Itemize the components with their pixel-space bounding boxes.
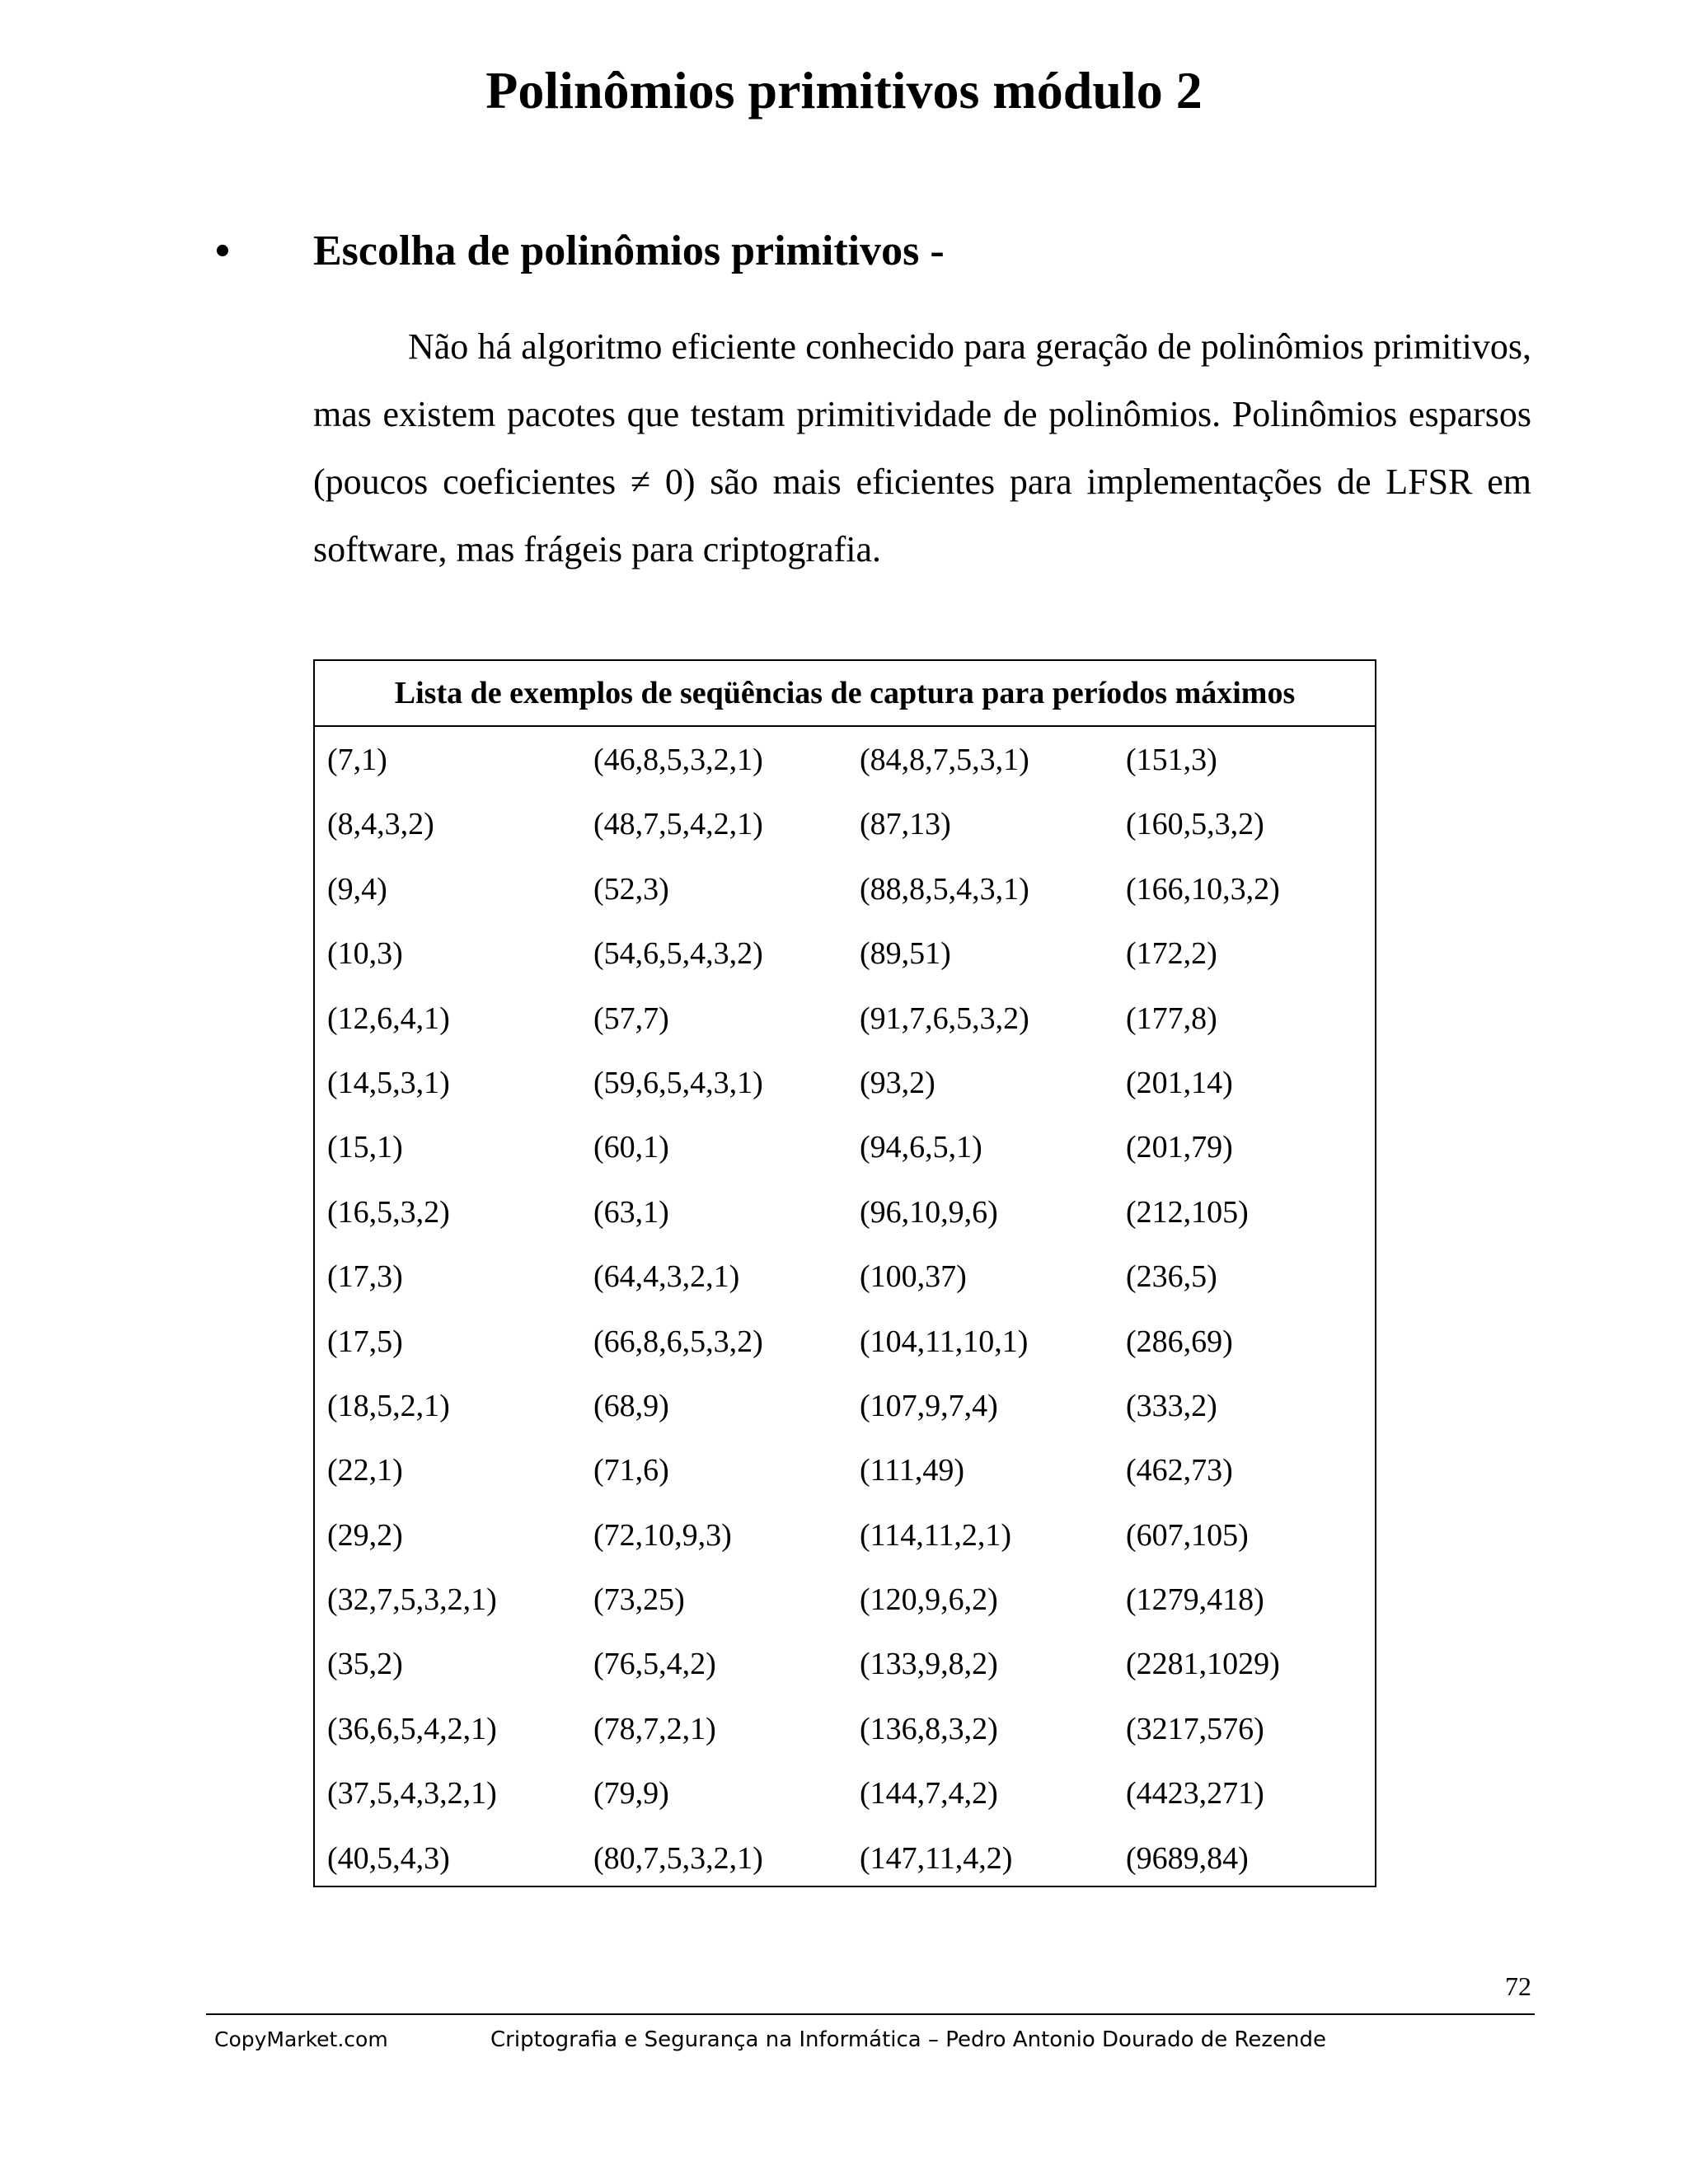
table-cell: (111,49) <box>860 1453 964 1488</box>
footer-book-title: Criptografia e Segurança na Informática – Pedro Antonio Dourado de Rezende <box>490 2027 1327 2052</box>
table-cell: (64,4,3,2,1) <box>593 1259 740 1295</box>
table-cell: (29,2) <box>327 1517 403 1553</box>
table-cell: (46,8,5,3,2,1) <box>593 743 763 777</box>
table-cell: (84,8,7,5,3,1) <box>860 743 1029 777</box>
table-cell: (2281,1029) <box>1126 1647 1280 1682</box>
section-heading-text: Escolha de polinômios primitivos - <box>313 227 945 274</box>
table-body <box>315 727 1375 1898</box>
page-number: 72 <box>1505 1971 1531 2001</box>
table-cell: (18,5,2,1) <box>327 1388 450 1423</box>
table-cell: (96,10,9,6) <box>860 1194 998 1230</box>
table-cell: (133,9,8,2) <box>860 1647 998 1682</box>
table-cell: (120,9,6,2) <box>860 1582 998 1618</box>
table-cell: (40,5,4,3) <box>327 1840 450 1876</box>
table-cell: (136,8,3,2) <box>860 1711 998 1746</box>
table-cell: (17,3) <box>327 1259 403 1295</box>
table-cell: (93,2) <box>860 1065 935 1100</box>
table-cell: (63,1) <box>593 1194 669 1230</box>
table-cell: (172,2) <box>1126 936 1217 972</box>
table-cell: (9689,84) <box>1126 1840 1249 1876</box>
table-cell: (94,6,5,1) <box>860 1130 982 1165</box>
table-cell: (286,69) <box>1126 1324 1233 1359</box>
table-cell: (212,105) <box>1126 1194 1249 1230</box>
table-cell: (8,4,3,2) <box>327 807 434 842</box>
table-cell: (17,5) <box>327 1324 403 1359</box>
table-cell: (333,2) <box>1126 1388 1217 1423</box>
table-cell: (151,3) <box>1126 743 1217 777</box>
table-caption: Lista de exemplos de seqüências de captura para períodos máximos <box>315 661 1375 727</box>
table-cell: (100,37) <box>860 1259 967 1295</box>
table-cell: (68,9) <box>593 1388 669 1423</box>
table-cell: (107,9,7,4) <box>860 1388 998 1423</box>
table-cell: (79,9) <box>593 1776 669 1811</box>
table-cell: (10,3) <box>327 936 403 972</box>
table-cell: (144,7,4,2) <box>860 1776 998 1811</box>
body-paragraph: Não há algoritmo eficiente conhecido para geração de polinômios primitivos, mas existem pacotes que testam primitividade de polinômios. Polinômios esparsos (poucos coeficientes ≠ 0) são mais eficientes para implementações de LFSR em software, mas frágeis para criptografia. <box>313 326 1531 569</box>
table-cell: (71,6) <box>593 1453 669 1488</box>
table-cell: (32,7,5,3,2,1) <box>327 1582 497 1618</box>
page-title: Polinômios primitivos módulo 2 <box>485 61 1203 120</box>
table-cell: (72,10,9,3) <box>593 1517 732 1553</box>
table-cell: (147,11,4,2) <box>860 1840 1013 1876</box>
table-cell: (7,1) <box>327 743 387 777</box>
bullet-icon: • <box>214 227 231 274</box>
table-cell: (36,6,5,4,2,1) <box>327 1711 497 1746</box>
table-cell: (78,7,2,1) <box>593 1711 716 1746</box>
table-cell: (3217,576) <box>1126 1711 1264 1746</box>
table-cell: (54,6,5,4,3,2) <box>593 936 763 972</box>
table-cell: (104,11,10,1) <box>860 1324 1029 1359</box>
table-cell: (12,6,4,1) <box>327 1001 450 1036</box>
footer-divider <box>206 2013 1535 2015</box>
table-cell: (201,79) <box>1126 1130 1233 1165</box>
table-cell: (48,7,5,4,2,1) <box>593 807 763 842</box>
table-cell: (166,10,3,2) <box>1126 871 1280 907</box>
table-cell: (4423,271) <box>1126 1776 1264 1811</box>
table-cell: (16,5,3,2) <box>327 1194 450 1230</box>
table-cell: (607,105) <box>1126 1517 1249 1553</box>
table-cell: (236,5) <box>1126 1259 1217 1295</box>
table-cell: (37,5,4,3,2,1) <box>327 1776 497 1811</box>
table-cell: (91,7,6,5,3,2) <box>860 1001 1029 1036</box>
table-cell: (89,51) <box>860 936 951 972</box>
table-cell: (87,13) <box>860 807 951 842</box>
table-cell: (1279,418) <box>1126 1582 1264 1618</box>
table-cell: (80,7,5,3,2,1) <box>593 1840 763 1876</box>
table-cell: (35,2) <box>327 1647 403 1682</box>
table-cell: (66,8,6,5,3,2) <box>593 1324 763 1359</box>
footer-site: CopyMarket.com <box>214 2027 388 2051</box>
table-cell: (462,73) <box>1126 1453 1233 1488</box>
table-cell: (9,4) <box>327 871 387 907</box>
table-cell: (73,25) <box>593 1582 685 1618</box>
table-cell: (15,1) <box>327 1130 403 1165</box>
table-cell: (201,14) <box>1126 1065 1233 1100</box>
table-cell: (177,8) <box>1126 1001 1217 1036</box>
table-cell: (52,3) <box>593 871 669 907</box>
table-cell: (57,7) <box>593 1001 669 1036</box>
table-cell: (22,1) <box>327 1453 403 1488</box>
table-cell: (88,8,5,4,3,1) <box>860 871 1029 907</box>
table-cell: (76,5,4,2) <box>593 1647 716 1682</box>
table-cell: (60,1) <box>593 1130 669 1165</box>
table-cell: (160,5,3,2) <box>1126 807 1264 842</box>
table-cell: (59,6,5,4,3,1) <box>593 1065 763 1100</box>
table-cell: (114,11,2,1) <box>860 1517 1011 1553</box>
polynomial-table <box>313 659 1376 1887</box>
table-cell: (14,5,3,1) <box>327 1065 450 1100</box>
